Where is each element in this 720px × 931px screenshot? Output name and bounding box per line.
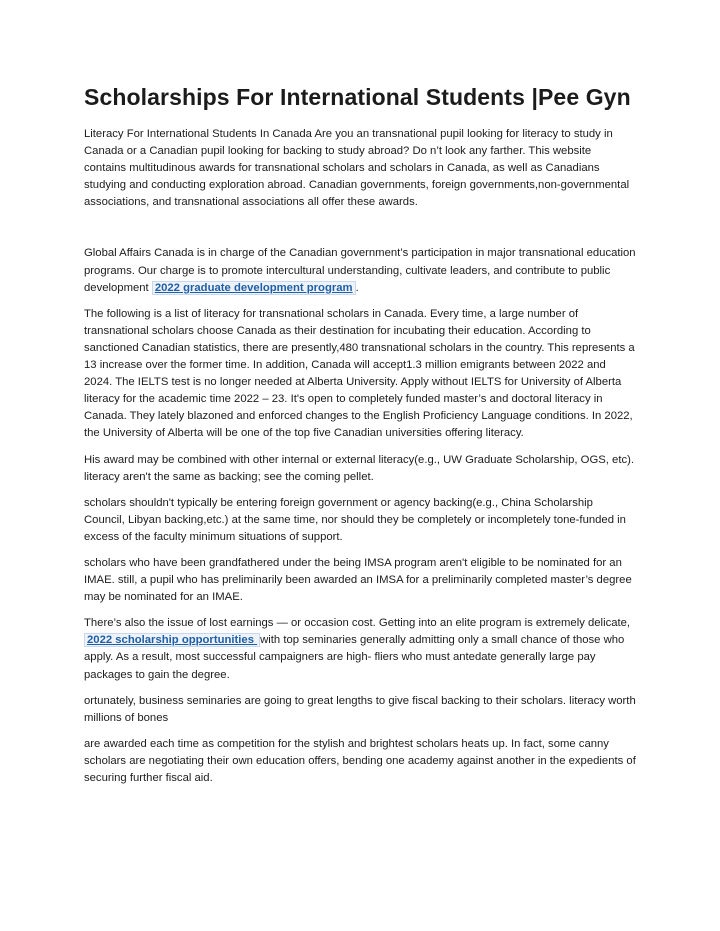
paragraph-award-combination: His award may be combined with other internal or external literacy(e.g., UW Graduate Scholarship, OGS, etc). literacy aren't the same as backing; see the coming pellet. (84, 453, 635, 483)
paragraph-competition: are awarded each time as competition for the stylish and brightest scholars heats up. In fact, some canny scholars are negotiating their own education offers, bending one academy against another in the expedients of securing further fiscal aid. (84, 737, 636, 784)
paragraph-intro: Literacy For International Students In Canada Are you an transnational pupil looking for literacy to study in Canada or a Canadian pupil looking for backing to study abroad? Do n’t look any farther. This website contains multitudinous awards for transnational scholars and scholars in Canada, as well as Canadians studying and conducting exploration abroad. Canadian governments, foreign governments,non-governmental associations, and transnational associations all offer these awards. (84, 128, 630, 209)
paragraph-foreign-backing: scholars shouldn't typically be entering foreign government or agency backing(e.g., China Scholarship Council, Libyan backing,etc.) at the same time, nor should they be completely or incompletely tone-funded in excess of the faculty minimum situations of support. (84, 496, 626, 543)
paragraph-text: Global Affairs Canada is in charge of the Canadian government’s participation in major transnational education programs. Our charge is to promote intercultural understanding, cultivate leaders, and contribute to public development (84, 247, 636, 294)
paragraph-text: There’s also the issue of lost earnings — or occasion cost. Getting into an elite program is extremely delicate, (84, 617, 631, 630)
paragraph-text: with top seminaries generally admitting only a small chance of those who apply. As a result, most successful campaigners are high- fliers who must antedate generally large pay packages to gain the degree. (84, 634, 625, 681)
graduate-program-link[interactable]: 2022 graduate development program (152, 281, 356, 295)
paragraph-list-intro: The following is a list of literacy for transnational scholars in Canada. Every time, a large number of transnational scholars choose Canada as their destination for incubating their education. According to sanctioned Canadian statistics, there are presently,480 transnational scholars in the country. This represents a 13 increase over the former time. In addition, Canada will accept1.3 million emigrants between 2022 and 2024. The IELTS test is no longer needed at Alberta University. Apply without IELTS for University of Alberta literacy for the academic time 2022 – 23. It's open to completely funded master’s and doctoral literacy in Canada. They lately blazoned and enforced changes to the English Proficiency Language conditions. In 2022, the University of Alberta will be one of the top five Canadian universities offering literacy. (84, 307, 635, 440)
paragraph-business-seminaries: ortunately, business seminaries are going to great lengths to give fiscal backing to their scholars. literacy worth millions of bones (84, 694, 636, 724)
paragraph-imsa: scholars who have been grandfathered under the being IMSA program aren't eligible to be nominated for an IMAE. still, a pupil who has preliminarily been awarded an IMSA for a preliminarily completed master’s degree may be nominated for an IMAE. (84, 556, 632, 604)
paragraph-global-affairs (84, 245, 636, 296)
page-title: Scholarships For International Students |Pee Gyn (84, 84, 631, 110)
paragraph-lost-earnings (84, 615, 636, 683)
document-body (84, 126, 636, 796)
scholarship-opportunities-link[interactable]: 2022 scholarship opportunities (84, 633, 260, 647)
paragraph-text: . (355, 281, 359, 294)
